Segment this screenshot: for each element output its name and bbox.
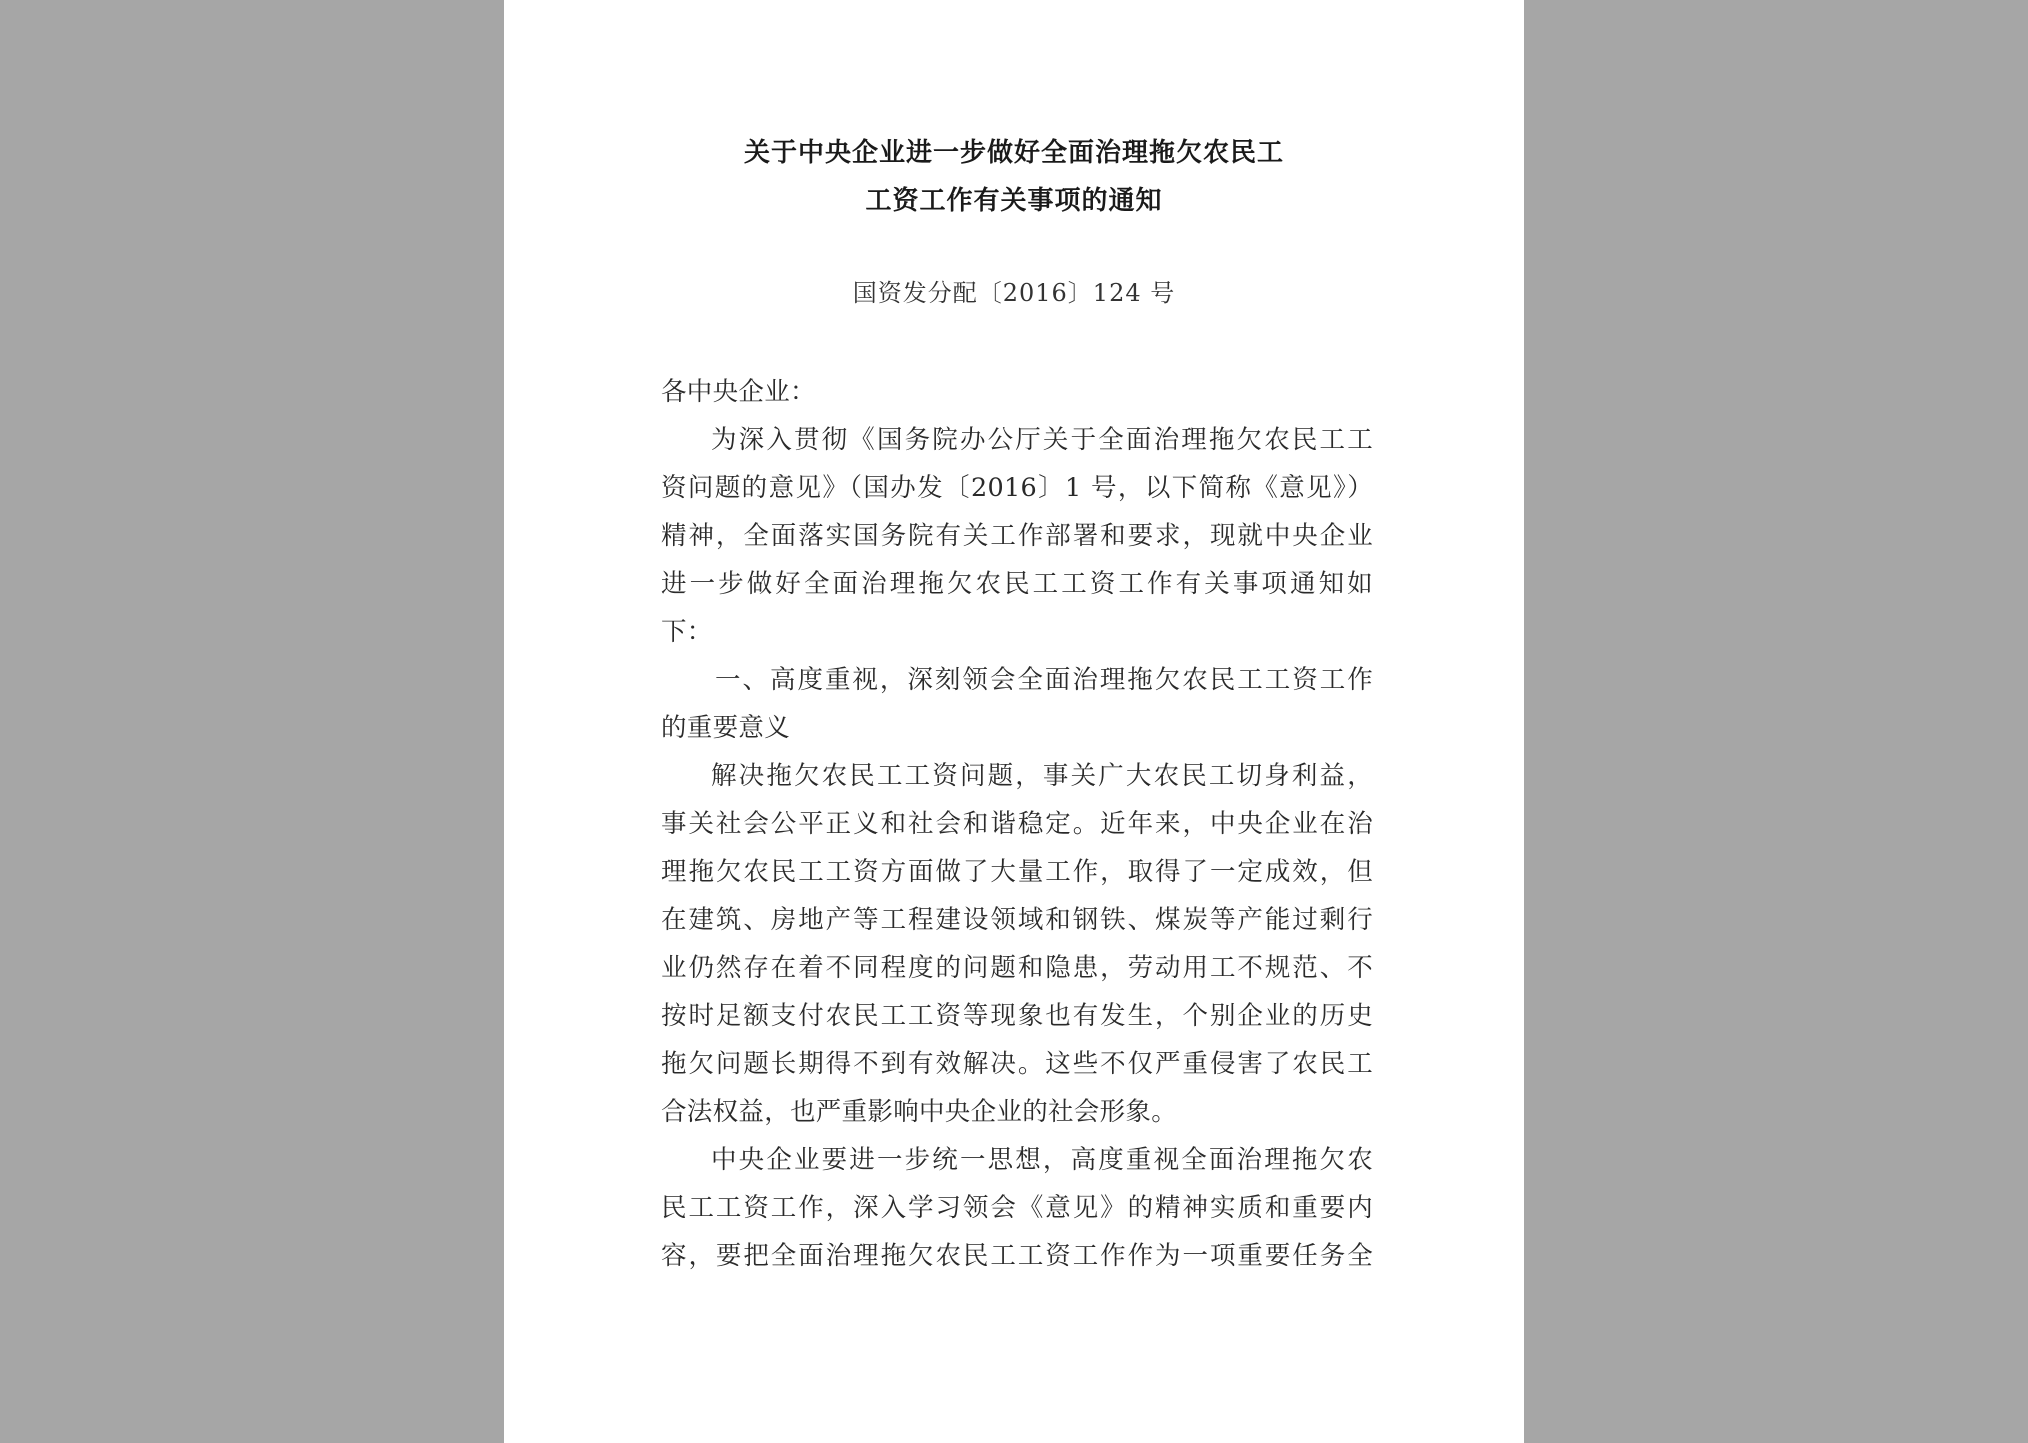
document-title-line-1: 关于中央企业进一步做好全面治理拖欠农民工 bbox=[743, 138, 1284, 168]
section-heading-line: 一、高度重视，深刻领会全面治理拖欠农民工工资工作 bbox=[715, 665, 1373, 695]
body-line: 精神，全面落实国务院有关工作部署和要求，现就中央企业 bbox=[661, 521, 1373, 551]
body-line: 解决拖欠农民工工资问题，事关广大农民工切身利益， bbox=[711, 761, 1373, 791]
body-line: 合法权益，也严重影响中央企业的社会形象。 bbox=[661, 1097, 1178, 1127]
body-line: 理拖欠农民工工资方面做了大量工作，取得了一定成效，但 bbox=[661, 857, 1373, 887]
body-line: 拖欠问题长期得不到有效解决。这些不仅严重侵害了农民工 bbox=[661, 1049, 1373, 1079]
body-line: 按时足额支付农民工工资等现象也有发生，个别企业的历史 bbox=[661, 1001, 1373, 1031]
document-page bbox=[504, 0, 1524, 1443]
document-title-line-2: 工资工作有关事项的通知 bbox=[865, 186, 1163, 216]
body-line: 进一步做好全面治理拖欠农民工工资工作有关事项通知如 bbox=[661, 569, 1373, 599]
body-line: 民工工资工作，深入学习领会《意见》的精神实质和重要内 bbox=[661, 1193, 1373, 1223]
body-line: 中央企业要进一步统一思想，高度重视全面治理拖欠农 bbox=[711, 1145, 1373, 1175]
body-line: 在建筑、房地产等工程建设领域和钢铁、煤炭等产能过剩行 bbox=[661, 905, 1373, 935]
body-line: 业仍然存在着不同程度的问题和隐患，劳动用工不规范、不 bbox=[661, 953, 1373, 983]
body-line: 下： bbox=[661, 617, 713, 647]
body-line: 为深入贯彻《国务院办公厅关于全面治理拖欠农民工工 bbox=[711, 425, 1373, 455]
body-line: 容，要把全面治理拖欠农民工工资工作作为一项重要任务全 bbox=[661, 1241, 1373, 1271]
salutation: 各中央企业： bbox=[661, 377, 816, 407]
body-line: 资问题的意见》（国办发〔2016〕1 号，以下简称《意见》） bbox=[661, 473, 1373, 503]
section-heading-line: 的重要意义 bbox=[661, 713, 791, 743]
body-line: 事关社会公平正义和社会和谐稳定。近年来，中央企业在治 bbox=[661, 809, 1373, 839]
document-number: 国资发分配〔2016〕124 号 bbox=[852, 279, 1176, 307]
